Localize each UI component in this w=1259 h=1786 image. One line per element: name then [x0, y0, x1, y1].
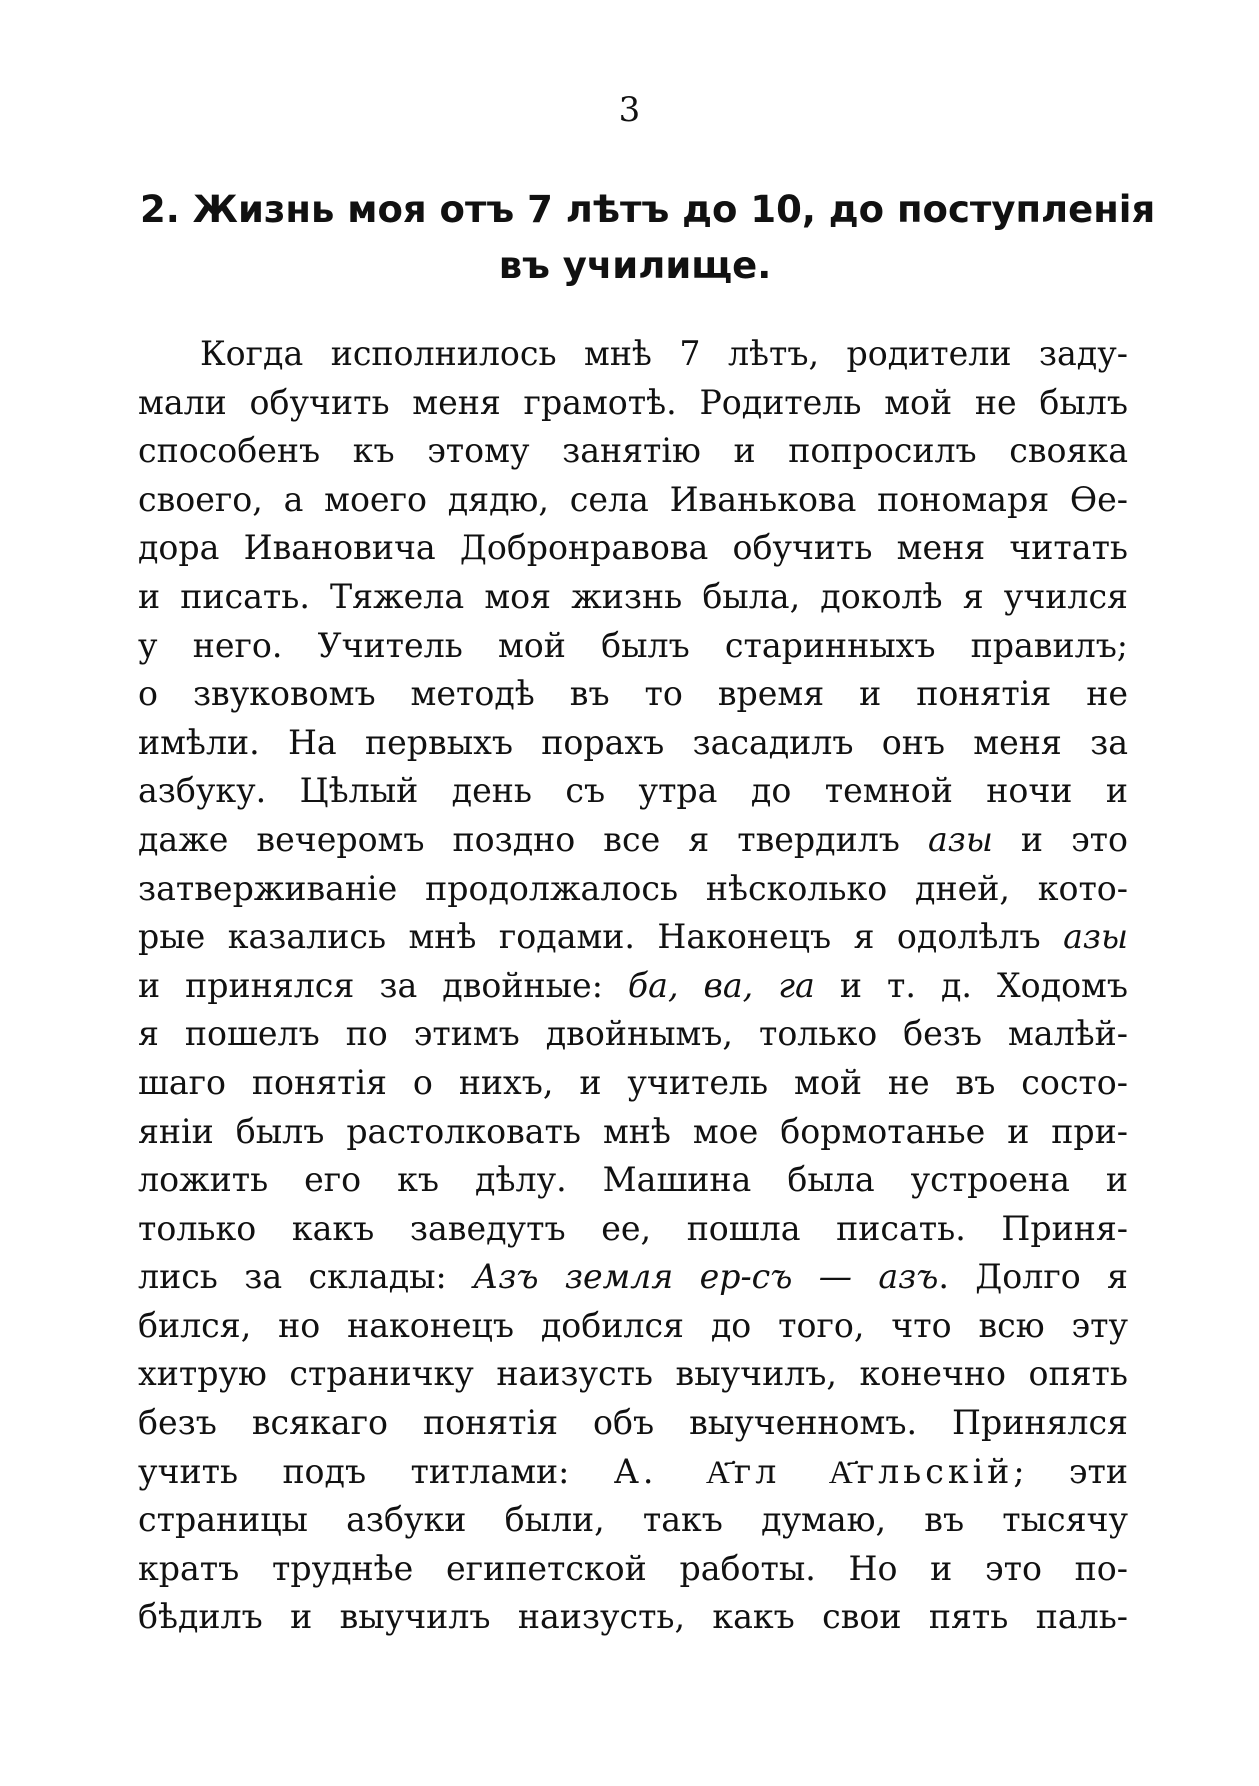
text-line: безъ всякаго понятія объ выученномъ. Принялся [138, 1403, 1128, 1443]
text-line: имѣли. На первыхъ порахъ засадилъ онъ меня за [138, 722, 1128, 762]
text-line: мали обучить меня грамотѣ. Родитель мой не былъ [138, 382, 1128, 422]
text-line: я пошелъ по этимъ двойнымъ, только безъ малѣй- [138, 1014, 1128, 1054]
text-line: бился, но наконецъ добился до того, что всю эту [138, 1305, 1128, 1345]
text-line: и писать. Тяжела моя жизнь была, доколѣ я учился [138, 576, 1128, 616]
chapter-title-line: въ училище. [498, 244, 772, 287]
italic-word: Азъ земля ер-съ — азъ [473, 1257, 939, 1297]
text-line: учить подъ титлами: А. А҃гл А҃гльскій; эти [138, 1451, 1128, 1491]
text-line: кратъ труднѣе египетской работы. Но и это по- [138, 1548, 1128, 1588]
chapter-title [140, 182, 1156, 294]
chapter-title-line: 2. Жизнь моя отъ 7 лѣтъ до 10, до поступленія [140, 188, 1156, 231]
italic-word: азы [1063, 917, 1128, 957]
text-line: дора Ивановича Добронравова обучить меня читать [138, 528, 1128, 568]
text-line: азбуку. Цѣлый день съ утра до темной ночи и [138, 771, 1128, 811]
text-line: только какъ заведутъ ее, пошла писать. Приня- [138, 1208, 1128, 1248]
text-line: хитрую страничку наизусть выучилъ, конечно опять [138, 1354, 1128, 1394]
text-line: даже вечеромъ поздно все я твердилъ азы и это [138, 819, 1128, 859]
text-line: ложить его къ дѣлу. Машина была устроена и [138, 1160, 1128, 1200]
italic-word: ба, ва, га [627, 965, 815, 1005]
text-line: затверживаніе продолжалось нѣсколько дней, кото- [138, 868, 1128, 908]
text-line: о звуковомъ методѣ въ то время и понятія не [138, 674, 1128, 714]
text-line: яніи былъ растолковать мнѣ мое бормотанье и при- [138, 1111, 1128, 1151]
body-paragraph [138, 330, 1128, 1642]
italic-word: азы [927, 819, 993, 859]
text-line: у него. Учитель мой былъ старинныхъ правилъ; [138, 625, 1128, 665]
text-line: и принялся за двойные: ба, ва, га и т. д. Ходомъ [138, 965, 1128, 1005]
text-line: рые казались мнѣ годами. Наконецъ я одолѣлъ азы [138, 917, 1128, 957]
text-line: Когда исполнилось мнѣ 7 лѣтъ, родители заду- [200, 334, 1128, 373]
page-number: 3 [618, 90, 641, 130]
text-line: бѣдилъ и выучилъ наизусть, какъ свои пять паль- [138, 1597, 1128, 1637]
text-line: шаго понятія о нихъ, и учитель мой не въ состо- [138, 1062, 1128, 1102]
text-line: своего, а моего дядю, села Иванькова пономаря Ѳе- [138, 479, 1128, 519]
text-line: лись за склады: Азъ земля ер-съ — азъ. Долго я [138, 1257, 1128, 1297]
text-line: способенъ къ этому занятію и попросилъ свояка [138, 431, 1128, 471]
text-line: страницы азбуки были, такъ думаю, въ тысячу [138, 1500, 1128, 1540]
church-slavonic-text: А. А҃гл А҃гльскій [613, 1451, 1014, 1491]
